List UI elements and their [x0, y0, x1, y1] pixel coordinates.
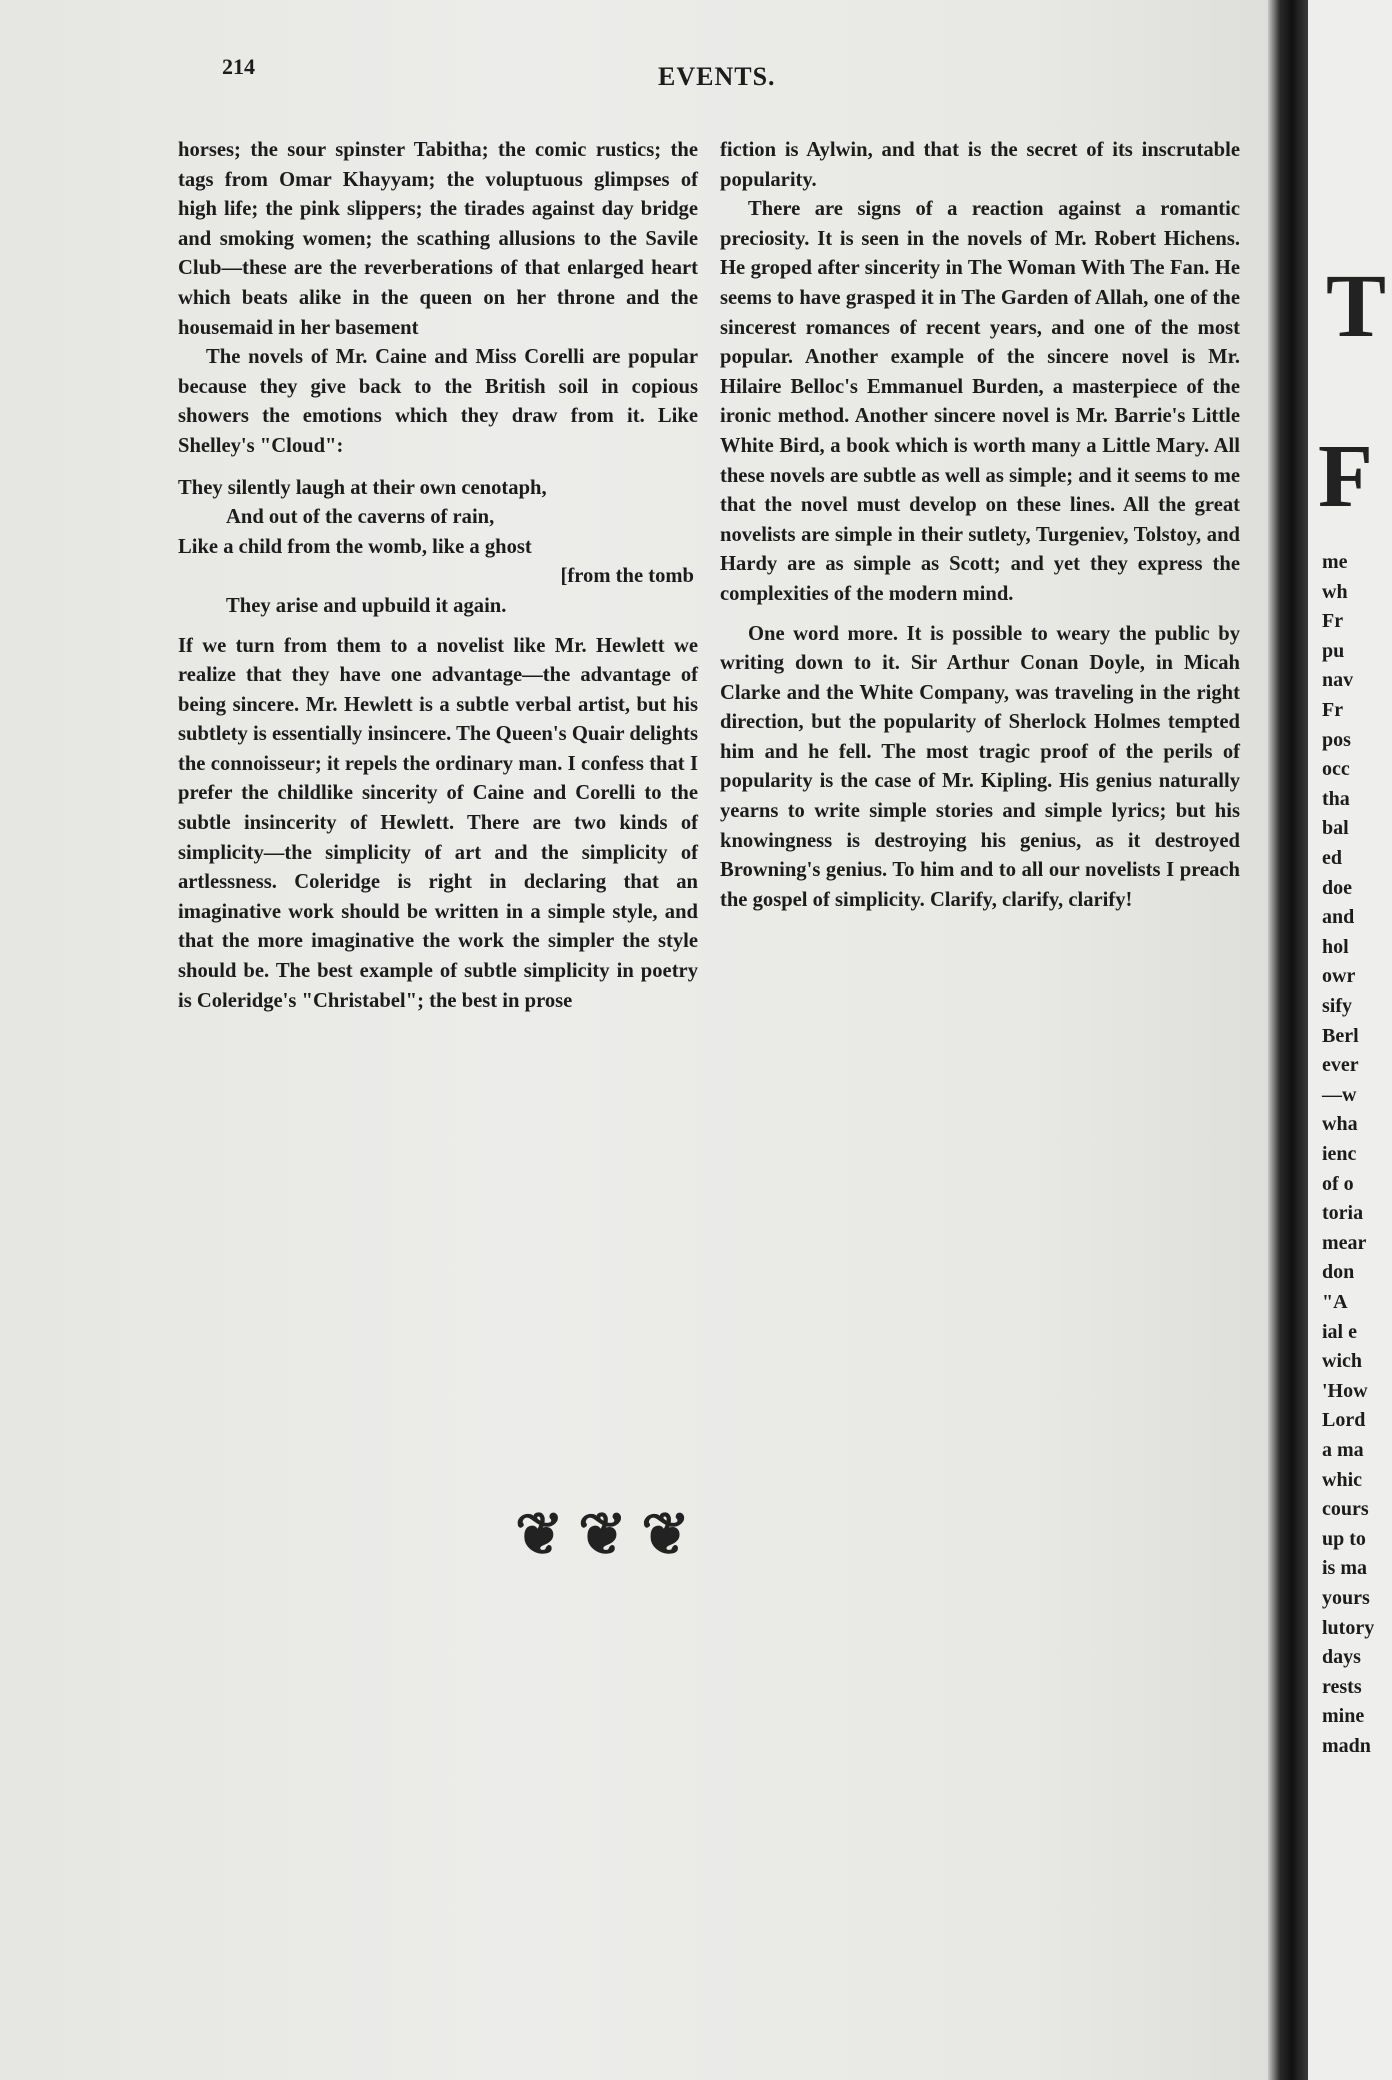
adjacent-text-fragment: me	[1322, 551, 1348, 573]
adjacent-text-fragment: wha	[1322, 1113, 1358, 1136]
adjacent-text-fragment: whic	[1322, 1468, 1362, 1491]
adjacent-text-fragment: 'How	[1322, 1379, 1368, 1402]
right-column	[720, 136, 1240, 915]
poem-line: And out of the caverns of rain,	[226, 506, 495, 529]
adjacent-text-fragment: —w	[1322, 1083, 1357, 1106]
poem-line: They silently laugh at their own cenotaph,	[178, 476, 547, 499]
adjacent-text-fragment: owr	[1322, 965, 1356, 988]
adjacent-text-fragment: ial e	[1322, 1320, 1357, 1343]
adjacent-text-fragment: of o	[1322, 1172, 1354, 1195]
poem-line: They arise and upbuild it again.	[226, 594, 507, 617]
adjacent-page	[1308, 0, 1392, 2080]
poem-line: Like a child from the womb, like a ghost	[178, 535, 532, 558]
adjacent-text-fragment: pu	[1322, 639, 1345, 662]
left-column	[178, 136, 698, 1016]
adjacent-text-fragment: Fr	[1322, 699, 1344, 721]
right-paragraph-1: fiction is Aylwin, and that is the secret of its inscrutable popularity.	[720, 139, 1240, 191]
adjacent-text-fragment: ed	[1322, 847, 1342, 869]
adjacent-text-fragment: toria	[1322, 1202, 1364, 1225]
adjacent-text-fragment: is ma	[1322, 1557, 1367, 1580]
adjacent-text-fragment: ever	[1322, 1054, 1359, 1077]
book-gutter	[1268, 0, 1308, 2080]
adjacent-text-fragment: rests	[1322, 1675, 1362, 1698]
adjacent-initial-letter: F	[1318, 427, 1373, 526]
right-paragraph-2: There are signs of a reaction against a romantic preciosity. It is seen in the novels of Mr. Robert Hichens. He groped after sincerity in The Woman With The Fan. He seems to have grasped it in The Garden of Allah, one of the sincerest romances of recent years, and one of the most popular. Another example of the sincere novel is Mr. Hilaire Belloc's Emmanuel Burden, a masterpiece of the ironic method. Another sincere novel is Mr. Barrie's Little White Bird, a book which is worth many a Little Mary. All these novels are subtle as well as simple; and it seems to me that the novel must develop on these lines. All the great novelists are simple in their sutlety, Turgeniev, Tolstoy, and Hardy are as simple as Scott; and yet they express the complexities of the modern mind.	[720, 198, 1240, 605]
adjacent-text-fragment: bal	[1322, 817, 1349, 840]
page-number: 214	[222, 54, 255, 79]
adjacent-initial-letter: T	[1326, 257, 1387, 356]
adjacent-text-fragment: cours	[1322, 1498, 1369, 1521]
adjacent-text-fragment: and	[1322, 906, 1355, 929]
right-paragraph-3: One word more. It is possible to weary the public by writing down to it. Sir Arthur Conan Doyle, in Micah Clarke and the White Company, was traveling in the right direction, but the popularity of Sherlock Holmes tempted him and he fell. The most tragic proof of the perils of popularity is the case of Mr. Kipling. His genius naturally yearns to write simple stories and simple lyrics; but his knowingness is destroying his genius, as it destroyed Browning's genius. To him and to all our novelists I preach the gospel of simplicity. Clarify, clarify, clarify!	[720, 622, 1240, 911]
adjacent-text-fragment: don	[1322, 1261, 1355, 1284]
adjacent-text-fragment: madn	[1322, 1735, 1371, 1757]
left-paragraph-3: If we turn from them to a novelist like Mr. Hewlett we realize that they have one advantage—the advantage of being sincere. Mr. Hewlett is a subtle verbal artist, but his subtlety is essentially insincere. The Queen's Quair delights the connoisseur; it repels the ordinary man. I confess that I prefer the childlike sincerity of Caine and Corelli to the subtle insincerity of Hewlett. There are two kinds of simplicity—the simplicity of art and the simplicity of artlessness. Coleridge is right in declaring that an imaginative work should be written in a simple style, and that the more imaginative the work the simpler the style should be. The best example of subtle simplicity in poetry is Coleridge's "Christabel"; the best in prose	[178, 634, 698, 1012]
adjacent-text-fragment: pos	[1322, 728, 1351, 751]
adjacent-text-fragment: tha	[1322, 787, 1350, 810]
adjacent-text-fragment: hol	[1322, 935, 1349, 958]
running-head: EVENTS.	[658, 62, 776, 91]
adjacent-text-fragment: yours	[1322, 1587, 1370, 1609]
adjacent-text-fragment: wh	[1322, 580, 1348, 603]
adjacent-text-fragment: sify	[1322, 995, 1352, 1017]
adjacent-text-fragment: mear	[1322, 1231, 1367, 1254]
poem-quote	[178, 474, 698, 622]
adjacent-text-fragment: ienc	[1322, 1143, 1357, 1165]
adjacent-text-fragment: Berl	[1322, 1024, 1359, 1047]
left-paragraph-2: The novels of Mr. Caine and Miss Corelli are popular because they give back to the British soil in copious showers the emotions which they draw from it. Like Shelley's "Cloud":	[178, 346, 698, 457]
adjacent-text-fragment: nav	[1322, 669, 1354, 692]
adjacent-text-fragment: a ma	[1322, 1439, 1364, 1461]
adjacent-text-fragment: days	[1322, 1646, 1361, 1669]
left-paragraph-1: horses; the sour spinster Tabitha; the comic rustics; the tags from Omar Khayyam; the voluptuous glimpses of high life; the pink slippers; the tirades against day bridge and smoking women; the scathing allusions to the Savile Club—these are the reverberations of that enlarged heart which beats alike in the queen on her throne and the housemaid in her basement	[178, 139, 698, 339]
adjacent-text-fragment: up to	[1322, 1527, 1366, 1550]
adjacent-text-fragment: wich	[1322, 1350, 1362, 1373]
adjacent-text-fragment: occ	[1322, 758, 1350, 781]
adjacent-text-fragment: Lord	[1322, 1409, 1366, 1432]
poem-line: [from the tomb	[560, 565, 694, 588]
adjacent-text-fragment: mine	[1322, 1705, 1365, 1728]
adjacent-text-fragment: doe	[1322, 876, 1352, 899]
adjacent-text-fragment: Fr	[1322, 610, 1344, 633]
fleuron-ornament-icon: ❦ ❦ ❦	[515, 1502, 690, 1567]
adjacent-text-fragment: "A	[1322, 1291, 1348, 1313]
adjacent-text-fragment: lutory	[1322, 1616, 1375, 1639]
